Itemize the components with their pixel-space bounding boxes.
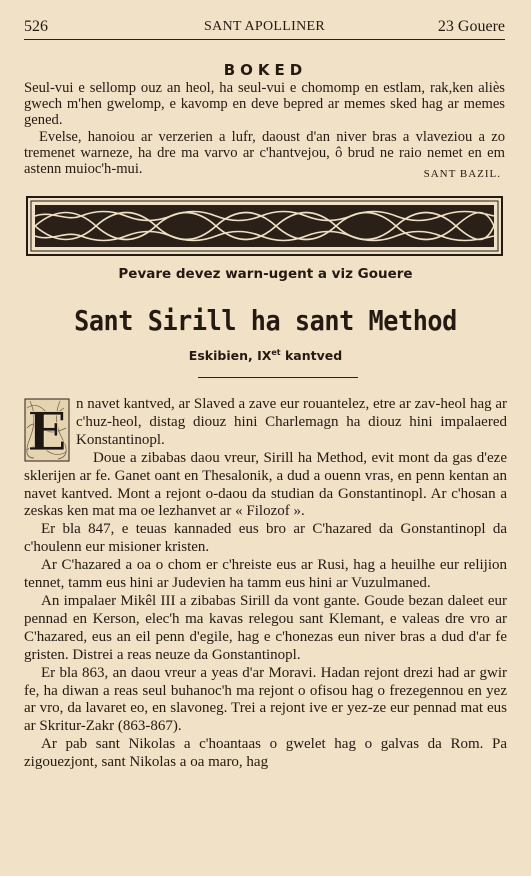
subtitle-superscript: et [271,348,281,357]
body-paragraph: Er bla 847, e teuas kannaded eus bro ar C'hazared da Gonstantinopl da c'houlenn eur misioner kristen. [24,521,507,556]
chapter-title: Sant Sirill ha sant Method [74,304,457,337]
feast-day-heading: Pevare devez warn-ugent a viz Gouere [118,266,413,282]
body-paragraph: Ar C'hazared a oa o chom er c'hreiste eus ar Rusi, hag a heuilhe eur relijion tennet, tamm eus hini ar Judevien ha tamm eus hini ar Vuzulmaned. [24,557,507,592]
body-paragraph [24,396,508,462]
first-paragraph-text: n navet kantved, ar Slaved a zave eur rouantelez, etre ar zav-heol hag ar c'huz-heol, distag diouz hini Charlemagn ha diouz hini impalaered Konstantinopl. [76,396,508,448]
section-heading: BOKED [223,61,308,79]
running-date: 23 Gouere [437,18,505,35]
ornate-dropcap [24,398,70,462]
epigraph-quote [24,80,505,177]
body-paragraph: Ar pab sant Nikolas a c'hoantaas o gwelet hag o galvas da Rom. Pa zigouezjont, sant Nikolas a oa maro, hag [24,736,507,771]
subtitle-suffix: kantved [280,348,343,364]
header-rule [24,39,505,40]
celtic-knot-ornament [26,196,503,256]
chapter-subtitle [0,348,531,363]
subtitle-prefix: Eskibien, IX [188,348,272,364]
quote-author: SANT BAZIL. [423,168,501,180]
quote-paragraph: Evelse, hanoiou ar verzerien a lufr, daoust d'an niver bras a vlaveziou a zo tremenet warneze, ha dre ma varvo ar c'hantvejou, ô brud ne raio nemet en em astenn muioc'h-mui. [24,128,505,178]
page-number: 526 [24,18,48,35]
dropcap-letter: E [27,402,67,462]
body-text [24,396,507,772]
quote-paragraph: Seul-vui e sellomp ouz an heol, ha seul-vui e chomomp en estlam, rak,ken aliès gwech m'hen gwelomp, e kavomp en deve bepred ar memes sked hag ar memes gened. [24,80,505,129]
body-paragraph: An impalaer Mikêl III a zibabas Sirill da vont gante. Goude bezan daleet eur pennad en Kerson, elec'h ma kavas relegou sant Klemant, e valeas dre vro ar C'hazared, eus an eil penn d'egile, hag e c'honezas eun niver bras a dud d'ar fe gristen. Distrei a reas neuze da Gonstantinopl. [24,592,507,663]
running-head [24,16,505,38]
running-title: SANT APOLLINER [203,19,325,34]
body-paragraph: Er bla 863, an daou vreur a yeas d'ar Moravi. Hadan rejont drezi had ar gwir fe, ha diwan a reas seul buhanoc'h ma rejont o ofisou hag o frezegennou en yez ar vro, da lavaret eo, en slavoneg. Trei a rejont ive er yez-ze eur pennad mat eus ar Skritur-Zakr (863-867). [24,664,507,735]
body-paragraph: Doue a zibabas daou vreur, Sirill ha Method, evit mont da gas d'eze sklerijen ar fe. Ganet oant en Thesalonik, a dud a ouenn vras, en penn kentan an navet kantved. Mont a rejont o-daou da studian da Gonstantinopl. Ar c'hosan a zeskas ken mat ma oe lezhanvet ar « Filozof ». [24,449,507,520]
title-rule [198,377,358,378]
